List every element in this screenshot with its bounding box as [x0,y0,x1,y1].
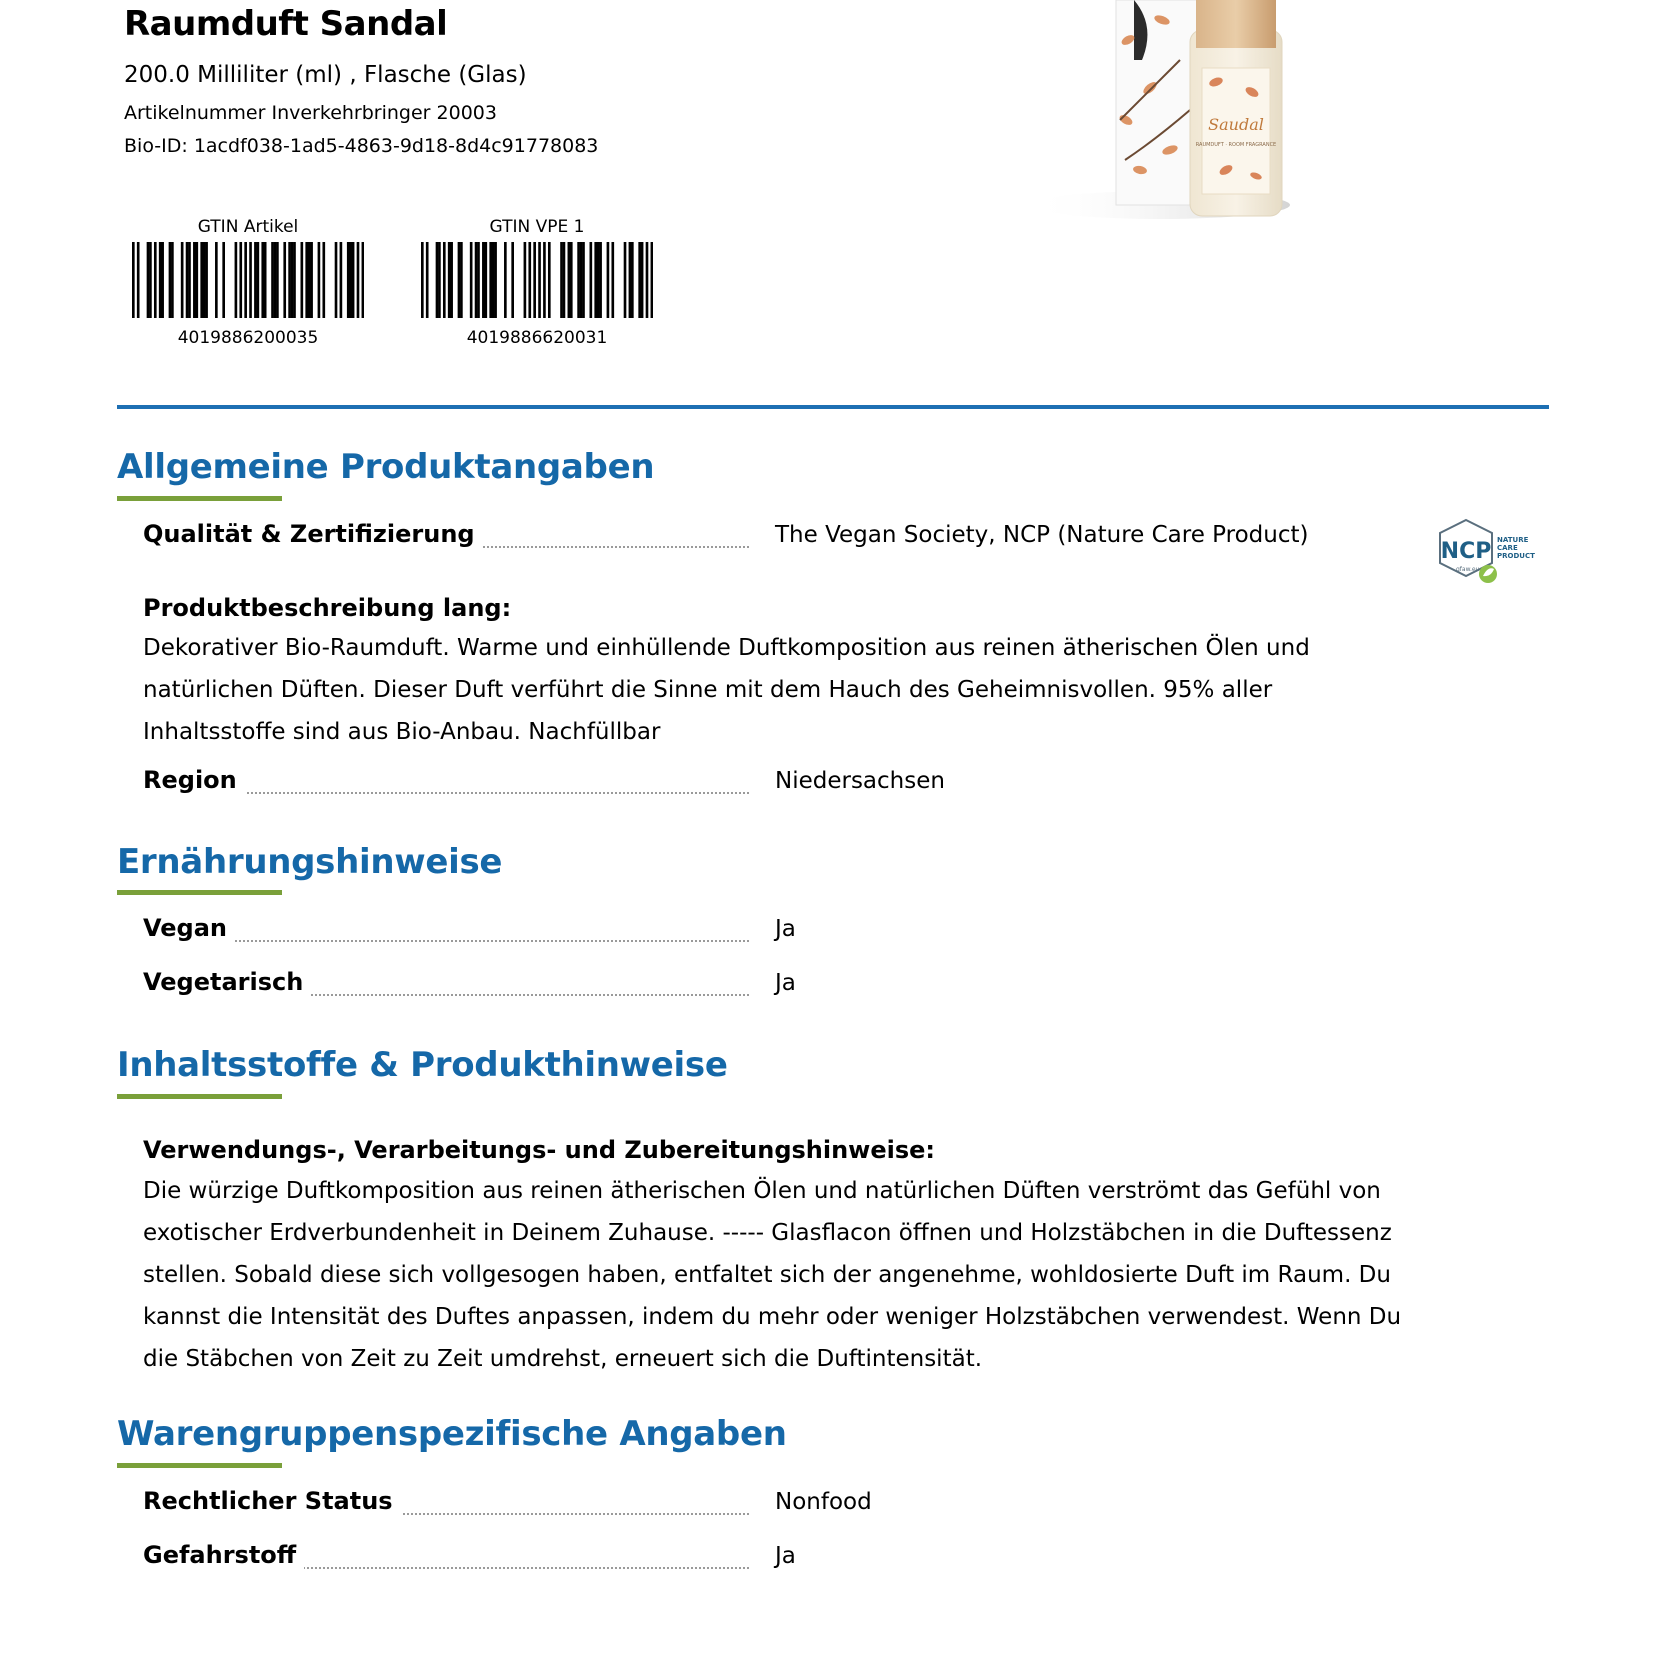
barcode-bar [450,242,453,318]
barcode-bar [362,242,364,318]
barcode-bar [646,242,649,318]
barcode-bar [631,242,634,318]
barcode-bar [582,242,585,318]
barcode-bar [335,242,338,318]
barcode-bar [357,242,360,318]
barcode-bar [470,242,473,318]
barcode-bar [271,242,274,318]
barcode-bar [291,242,294,318]
barcode-bar [257,242,260,318]
row-vegetarian [143,968,1343,1004]
product-subtitle: 200.0 Milliliter (ml) , Flasche (Glas) [124,62,527,88]
barcode-bar [611,242,614,318]
section-title-ingredients: Inhaltsstoffe & Produkthinweise [117,1045,728,1085]
barcode-bar [235,242,238,318]
barcode-bar [590,242,593,318]
barcode-bar [443,242,446,318]
barcode-bar [188,242,191,318]
row-label: Region [143,766,245,794]
barcode-bar [448,242,451,318]
barcode-bar [511,242,514,318]
section-underline [117,1463,282,1468]
barcode-bar [203,242,206,318]
barcode-bar [599,242,602,318]
ncp-abbr: NCP [1440,539,1492,564]
row-label: Gefahrstoff [143,1541,304,1569]
bottle-label-text: RAUMDUFT · ROOM FRAGRANCE [1195,142,1277,148]
row-value: The Vegan Society, NCP (Nature Care Product) [775,522,1309,548]
barcode-bar [137,242,140,318]
description-line: Inhaltsstoffe sind aus Bio-Anbau. Nachfüllbar [143,719,661,745]
barcode-bar [205,242,208,318]
barcode-bar [200,242,203,318]
description-line: Dekorativer Bio-Raumduft. Warme und einhüllende Duftkomposition aus reinen ätherischen Ölen und [143,635,1310,661]
row-value: Ja [775,916,796,942]
barcode-bar [239,242,242,318]
section-title-category: Warengruppenspezifische Angaben [117,1414,787,1454]
barcode-bar [524,242,527,318]
article-number: Artikelnummer Inverkehrbringer 20003 [124,102,497,124]
barcode-bar [193,242,196,318]
barcode-bar [494,242,497,318]
barcode-bar [322,242,325,318]
barcode-bar [548,242,551,318]
usage-line: die Stäbchen von Zeit zu Zeit umdrehst, erneuert sich die Duftintensität. [143,1346,983,1372]
barcode-bars [421,242,653,318]
barcode-bar [641,242,644,318]
description-label: Produktbeschreibung lang: [143,594,512,622]
ncp-line2: CARE [1497,544,1518,552]
barcode-bar [543,242,546,318]
barcode-bar [274,242,277,318]
section-title-nutrition: Ernährungshinweise [117,842,503,882]
barcode-bar [421,242,424,318]
barcode-bar [161,242,164,318]
row-region [143,766,1343,802]
barcode-bar [305,242,308,318]
description-line: natürlichen Düften. Dieser Duft verführt die Sinne mit dem Hauch des Geheimnisvollen. 95% aller [143,677,1273,703]
section-title-general: Allgemeine Produktangaben [117,447,655,487]
barcode-bar [347,242,350,318]
barcode-bar [570,242,573,318]
barcode-bar [436,242,439,318]
barcode-bar [283,242,286,318]
product-image [1030,0,1340,240]
row-label: Vegetarisch [143,968,311,996]
row-value: Ja [775,970,796,996]
ncp-site: gfaw.eu [1456,566,1480,573]
barcode-bar [352,242,355,318]
barcode-bar [181,242,184,318]
barcode-bar [607,242,610,318]
barcode-bar [638,242,641,318]
barcode-bar [477,242,480,318]
row-vegan [143,914,1343,950]
barcode-bar [349,242,352,318]
barcode-bar [293,242,296,318]
barcode-bar [489,242,492,318]
row-label: Qualität & Zertifizierung [143,520,483,548]
barcode-bar [458,242,461,318]
barcode-bar [244,242,247,318]
barcode-bar [169,242,172,318]
header-divider [117,405,1549,409]
barcode-bar [568,242,571,318]
row-legal-status [143,1487,1343,1523]
barcode-bar [533,242,536,318]
barcode-bar [276,242,279,318]
barcode-bar [597,242,600,318]
row-value: Nonfood [775,1489,872,1515]
barcode-bar [528,242,531,318]
product-title: Raumduft Sandal [124,4,448,44]
barcode-bar [149,242,152,318]
barcode-label: GTIN Artikel [197,217,299,237]
row-label: Rechtlicher Status [143,1487,401,1515]
barcode-bar [261,242,264,318]
ncp-line1: NATURE [1497,536,1529,544]
bio-id: Bio-ID: 1acdf038-1ad5-4863-9d18-8d4c91778083 [124,135,599,157]
ncp-logo [1436,516,1540,586]
barcode-bar [475,242,478,318]
barcode-bar [438,242,441,318]
barcode-bar [426,242,429,318]
barcode-number: 4019886200035 [177,328,319,348]
barcode-bar [460,242,463,318]
barcode-bar [195,242,198,318]
barcode-bar [264,242,267,318]
section-underline [117,890,282,895]
row-hazard [143,1541,1343,1577]
barcode-bar [492,242,495,318]
row-value: Ja [775,1543,796,1569]
barcode-bar [538,242,541,318]
barcode-bar [624,242,627,318]
barcode-bar [580,242,583,318]
barcode-bar [318,242,321,318]
barcode-gtin-vpe [421,216,653,348]
barcode-bar [288,242,291,318]
ncp-line3: PRODUCT [1497,552,1535,560]
barcode-bar [577,242,580,318]
barcode-label: GTIN VPE 1 [489,217,585,237]
barcode-bar [301,242,304,318]
row-label: Vegan [143,914,235,942]
usage-text [143,1170,1403,1380]
barcode-bar [249,242,252,318]
barcode-bars [132,242,364,318]
barcode-bar [215,242,218,318]
barcode-bar [310,242,313,318]
barcode-bar [504,242,507,318]
barcode-bar [629,242,632,318]
barcode-bar [186,242,189,318]
section-underline [117,1094,282,1099]
description-text [143,627,1403,753]
barcode-bar [254,242,257,318]
usage-line: exotischer Erdverbundenheit in Deinem Zuhause. ----- Glasflacon öffnen und Holzstäbchen in die Duftessenz [143,1220,1392,1246]
row-quality [143,520,1343,556]
barcode-bar [308,242,311,318]
barcode-bar [484,242,487,318]
usage-line: Die würzige Duftkomposition aus reinen ätherischen Ölen und natürlichen Düften verströmt das Gefühl von [143,1178,1381,1204]
barcode-bar [222,242,225,318]
barcode-bar [651,242,653,318]
barcode-bar [563,242,566,318]
usage-line: stellen. Sobald diese sich vollgesogen haben, entfaltet sich der angenehme, wohldosierte Duft im Raum. Du [143,1262,1391,1288]
usage-label: Verwendungs-, Verarbeitungs- und Zubereitungshinweise: [143,1136,936,1164]
barcode-bar [159,242,162,318]
barcode-bar [154,242,157,318]
barcode-bar [560,242,563,318]
barcode-bar [482,242,485,318]
barcode-bar [147,242,150,318]
barcode-bar [340,242,343,318]
barcode-bar [594,242,597,318]
barcode-number: 4019886620031 [466,328,608,348]
usage-line: kannst die Intensität des Duftes anpassen, indem du mehr oder weniger Holzstäbchen verwendest. Wenn Du [143,1304,1402,1330]
bottle-brand-script: Saudal [1208,115,1264,134]
barcode-gtin-article [132,216,364,348]
barcode-bar [132,242,135,318]
section-underline [117,496,282,501]
row-value: Niedersachsen [775,768,945,794]
barcode-bar [171,242,174,318]
